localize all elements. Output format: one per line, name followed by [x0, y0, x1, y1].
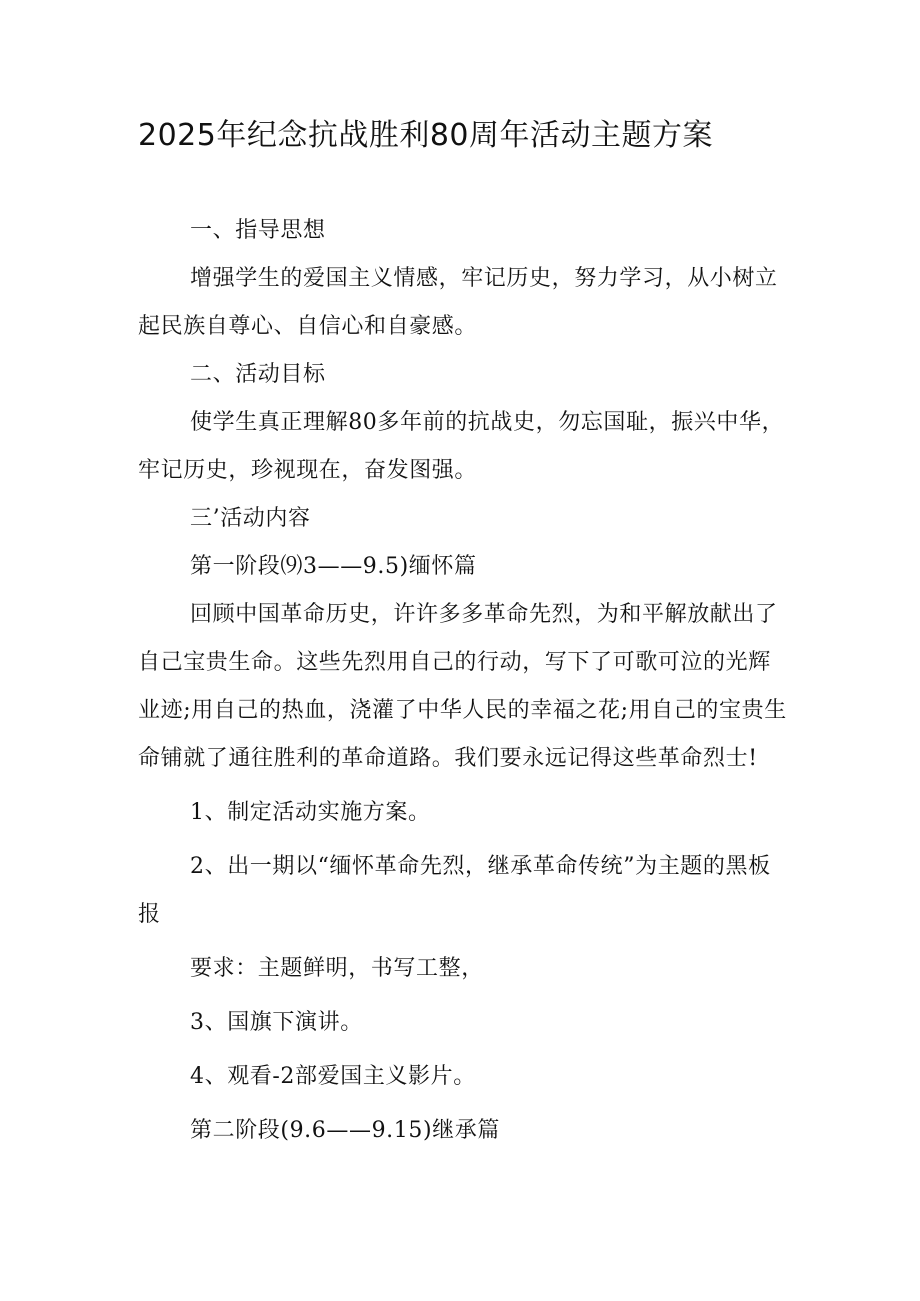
document-title: 2025年纪念抗战胜利80周年活动主题方案	[138, 118, 714, 153]
paragraph-guiding-ideology: 增强学生的爱国主义情感，牢记历史，努力学习，从小树立起民族自尊心、自信心和自豪感。	[138, 266, 778, 339]
document-body	[138, 207, 790, 1155]
section-heading-activity-goals: 二、活动目标	[190, 362, 326, 387]
section-heading-guiding-ideology: 一、指导思想	[190, 218, 326, 243]
list-item-films: 4、观看-2部爱国主义影片。	[190, 1064, 476, 1089]
paragraph-review-history: 回顾中国革命历史，许许多多革命先烈，为和平解放献出了自己宝贵生命。这些先烈用自己的行动，写下了可歌可泣的光辉业迹;用自己的热血，浇灌了中华人民的幸福之花;用自己的宝贵生命铺就了通往胜利的革命道路。我们要永远记得这些革命烈士!	[138, 602, 787, 771]
stage-one-heading: 第一阶段⑼3——9.5)缅怀篇	[190, 554, 477, 579]
requirement-line: 要求：主题鲜明，书写工整，	[190, 956, 484, 981]
stage-two-heading: 第二阶段(9.6——9.15)继承篇	[190, 1118, 500, 1143]
list-item-plan: 1、制定活动实施方案。	[190, 800, 431, 825]
paragraph-activity-goals: 使学生真正理解80多年前的抗战史，勿忘国耻，振兴中华，牢记历史，珍视现在，奋发图强。	[138, 410, 785, 483]
list-item-speech: 3、国旗下演讲。	[190, 1010, 363, 1035]
section-heading-activity-content: 三’活动内容	[190, 506, 311, 531]
list-item-blackboard: 2、出一期以“缅怀革命先烈，继承革命传统”为主题的黑板报	[138, 854, 771, 927]
